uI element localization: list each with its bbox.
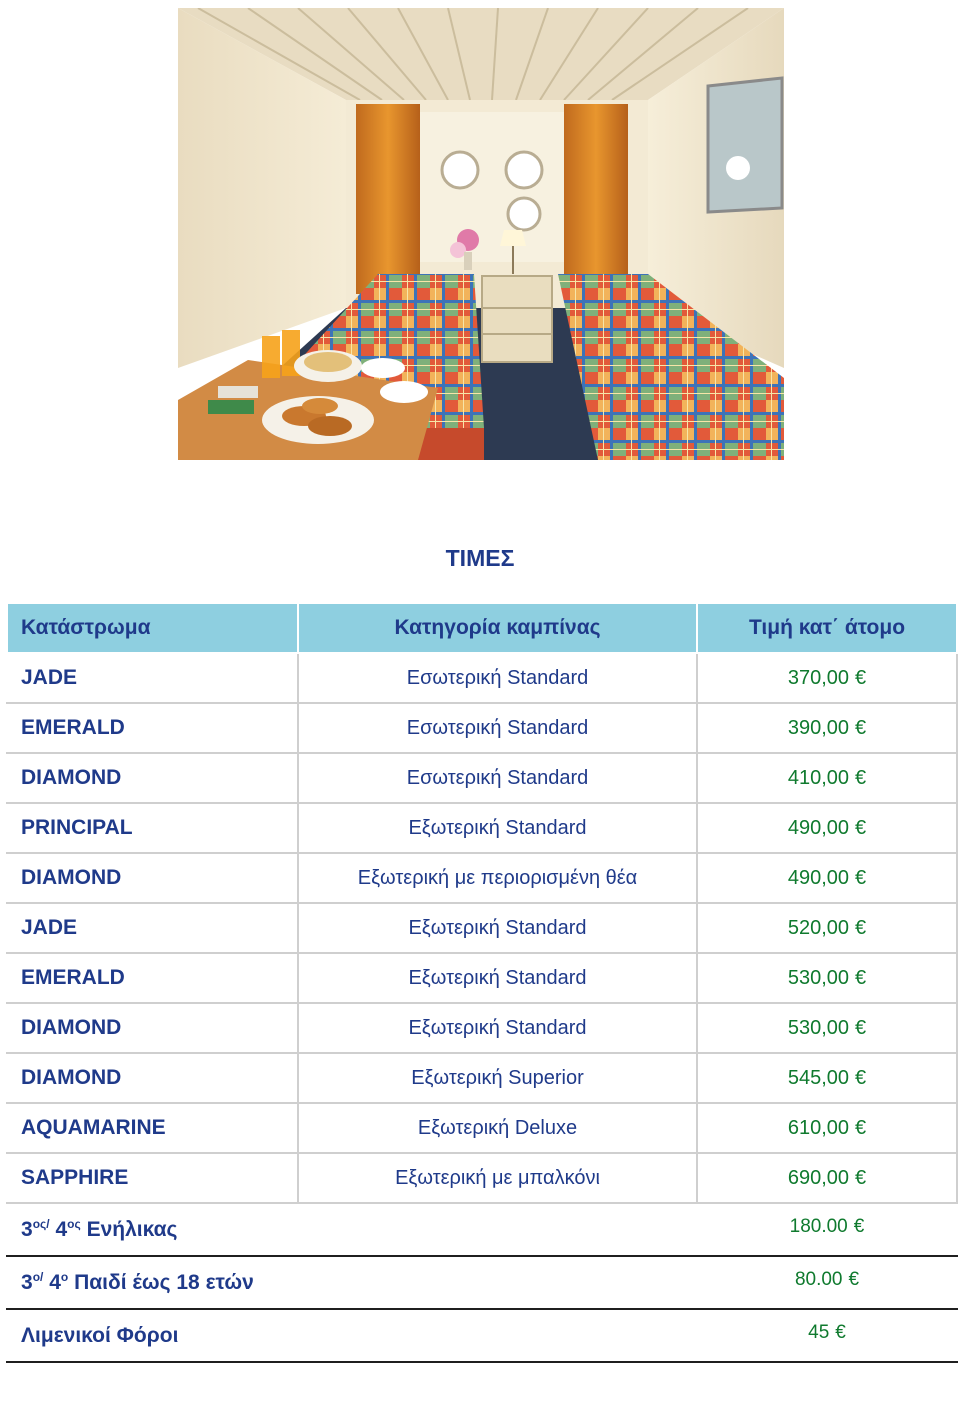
category-cell: Εξωτερική Superior <box>298 1053 697 1103</box>
ordinal-number: 3 <box>21 1218 33 1241</box>
table-row <box>7 1103 957 1153</box>
price-cell <box>697 953 957 1003</box>
price-cell <box>697 1103 957 1153</box>
table-row <box>7 703 957 753</box>
category-cell: Εξωτερική Standard <box>298 1003 697 1053</box>
extra-label: Παιδί έως 18 ετών <box>74 1271 254 1294</box>
ordinal-suffix: ος <box>67 1217 81 1231</box>
price-value: 45 <box>808 1322 830 1343</box>
extra-price-cell <box>697 1309 957 1362</box>
price-value: 370,00 <box>787 666 850 689</box>
cabin-photo <box>178 8 784 460</box>
euro-sign: € <box>835 1322 846 1343</box>
extra-row-child <box>7 1256 957 1309</box>
euro-sign: € <box>855 1166 867 1189</box>
ordinal-separator: / <box>46 1217 50 1231</box>
extra-label-cell <box>7 1309 697 1362</box>
page-title: ΤΙΜΕΣ <box>445 545 515 571</box>
extra-price-cell <box>697 1203 957 1256</box>
price-value: 690,00 <box>787 1166 850 1189</box>
table-row <box>7 653 957 703</box>
table-row <box>7 903 957 953</box>
column-header-deck: Κατάστρωμα <box>7 603 298 653</box>
price-value: 390,00 <box>787 716 850 739</box>
table-row <box>7 853 957 903</box>
deck-cell: DIAMOND <box>7 1003 298 1053</box>
euro-sign: € <box>855 716 867 739</box>
euro-sign: € <box>848 1269 860 1290</box>
extra-label-cell <box>7 1203 697 1256</box>
deck-cell: EMERALD <box>7 953 298 1003</box>
price-value: 530,00 <box>787 966 850 989</box>
ordinal-suffix: ο <box>32 1270 41 1284</box>
price-value: 530,00 <box>787 1016 850 1039</box>
deck-cell: AQUAMARINE <box>7 1103 298 1153</box>
deck-cell: EMERALD <box>7 703 298 753</box>
category-cell: Εσωτερική Standard <box>298 753 697 803</box>
euro-sign: € <box>855 816 867 839</box>
euro-sign: € <box>855 916 867 939</box>
extra-row-adult <box>7 1203 957 1256</box>
euro-sign: € <box>853 1216 865 1237</box>
price-value: 410,00 <box>787 766 850 789</box>
deck-cell: JADE <box>7 653 298 703</box>
category-cell: Εσωτερική Standard <box>298 653 697 703</box>
price-cell <box>697 853 957 903</box>
price-value: 490,00 <box>787 866 850 889</box>
ordinal-suffix: ος <box>32 1217 47 1231</box>
price-value: 80.00 <box>794 1269 843 1290</box>
table-row <box>7 753 957 803</box>
table-header-row <box>7 603 957 653</box>
deck-cell: JADE <box>7 903 298 953</box>
price-value: 610,00 <box>787 1116 850 1139</box>
ordinal-number: 3 <box>21 1271 33 1294</box>
category-cell: Εξωτερική Standard <box>298 903 697 953</box>
euro-sign: € <box>855 866 867 889</box>
price-cell <box>697 753 957 803</box>
ordinal-suffix: ο <box>60 1270 69 1284</box>
euro-sign: € <box>855 966 867 989</box>
ordinal-number: 4 <box>49 1271 61 1294</box>
category-cell: Εξωτερική Deluxe <box>298 1103 697 1153</box>
ordinal-number: 4 <box>55 1218 68 1241</box>
price-value: 520,00 <box>787 916 850 939</box>
price-table <box>6 602 958 1363</box>
price-cell <box>697 703 957 753</box>
deck-cell: DIAMOND <box>7 853 298 903</box>
category-cell: Εξωτερική με περιορισμένη θέα <box>298 853 697 903</box>
extra-label-cell <box>7 1256 697 1309</box>
price-cell <box>697 1003 957 1053</box>
column-header-category: Κατηγορία καμπίνας <box>298 603 697 653</box>
category-cell: Εξωτερική με μπαλκόνι <box>298 1153 697 1203</box>
extra-row-port-taxes <box>7 1309 957 1362</box>
price-value: 545,00 <box>787 1066 850 1089</box>
extra-price-cell <box>697 1256 957 1309</box>
deck-cell: DIAMOND <box>7 753 298 803</box>
euro-sign: € <box>855 1116 867 1139</box>
euro-sign: € <box>855 1066 867 1089</box>
ordinal-separator: / <box>40 1270 44 1284</box>
price-value: 180.00 <box>789 1216 848 1237</box>
euro-sign: € <box>855 766 867 789</box>
euro-sign: € <box>855 666 867 689</box>
category-cell: Εσωτερική Standard <box>298 703 697 753</box>
price-cell <box>697 653 957 703</box>
price-cell <box>697 1053 957 1103</box>
category-cell: Εξωτερική Standard <box>298 803 697 853</box>
extra-label: Λιμενικοί Φόροι <box>21 1323 179 1347</box>
deck-cell: DIAMOND <box>7 1053 298 1103</box>
price-cell <box>697 803 957 853</box>
column-header-price: Τιμή κατ΄ άτομο <box>697 603 957 653</box>
price-value: 490,00 <box>787 816 850 839</box>
table-row <box>7 953 957 1003</box>
table-row <box>7 1053 957 1103</box>
price-cell <box>697 1153 957 1203</box>
deck-cell: PRINCIPAL <box>7 803 298 853</box>
table-row <box>7 1003 957 1053</box>
extra-label: Ενήλικας <box>86 1218 178 1241</box>
table-row <box>7 1153 957 1203</box>
table-row <box>7 803 957 853</box>
euro-sign: € <box>855 1016 867 1039</box>
deck-cell: SAPPHIRE <box>7 1153 298 1203</box>
category-cell: Εξωτερική Standard <box>298 953 697 1003</box>
price-cell <box>697 903 957 953</box>
